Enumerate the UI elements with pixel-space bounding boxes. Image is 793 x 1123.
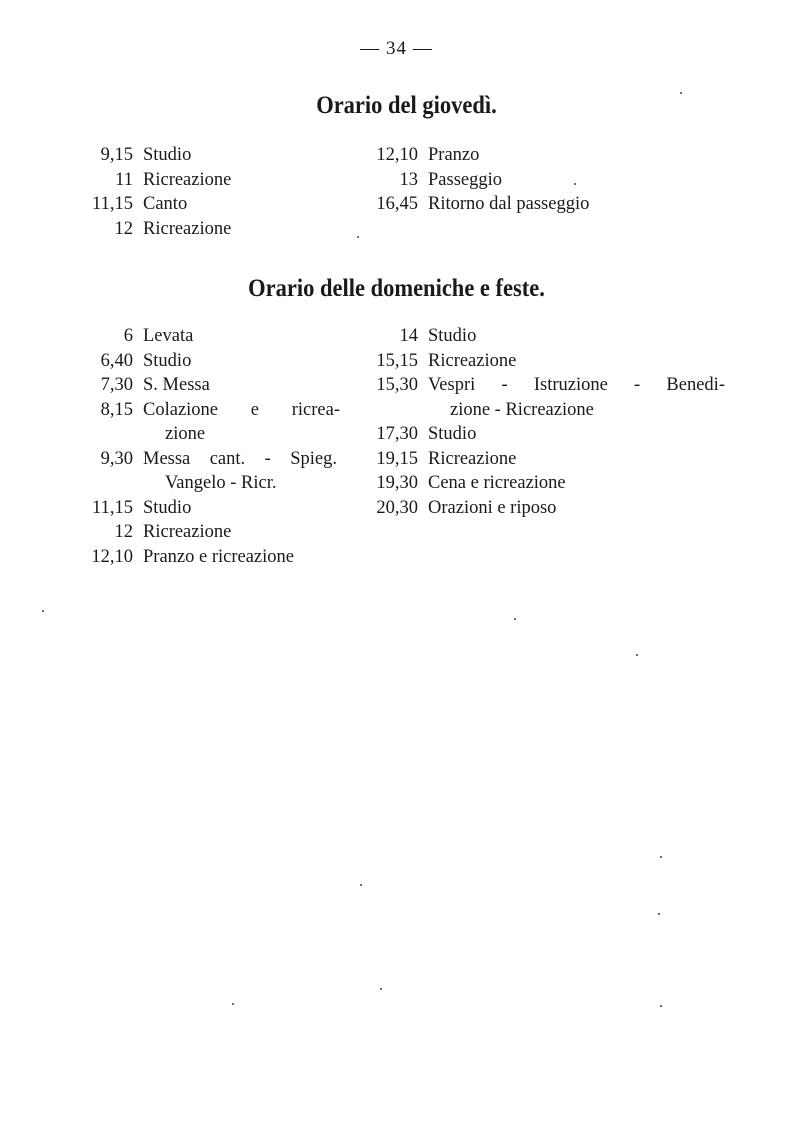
- schedule-time: 7,30: [100, 375, 133, 395]
- schedule-time: 6: [123, 326, 133, 346]
- schedule-time: 13: [399, 169, 418, 190]
- schedule-time: 16,45: [376, 194, 418, 214]
- schedule-activity: Ricreazione: [143, 522, 232, 542]
- schedule-time: 11: [115, 169, 133, 190]
- schedule-activity: S. Messa: [143, 375, 210, 395]
- schedule-activity: zione - Ricreazione: [450, 399, 594, 420]
- schedule-time: 14: [399, 326, 418, 346]
- schedule-activity: Cena e ricreazione: [428, 473, 566, 493]
- schedule-time: 17,30: [376, 424, 418, 444]
- section-title-thursday: Orario del giovedì.: [316, 92, 497, 119]
- schedule-time: 12,10: [91, 546, 133, 567]
- schedule-time: 6,40: [100, 350, 133, 371]
- schedule-activity: Levata: [143, 326, 194, 346]
- schedule-activity: Ricreazione: [428, 448, 517, 469]
- schedule-activity: Pranzo: [428, 145, 480, 165]
- schedule-time: 15,15: [376, 350, 418, 371]
- schedule-time: 9,15: [100, 145, 133, 165]
- schedule-activity: Studio: [143, 350, 192, 371]
- schedule-activity: Passeggio: [428, 169, 502, 190]
- schedule-activity: Ricreazione: [143, 218, 232, 239]
- schedule-activity: Pranzo e ricreazione: [143, 546, 294, 567]
- schedule-time: 12: [114, 218, 133, 239]
- schedule-activity: Studio: [428, 424, 477, 444]
- schedule-activity: Vangelo - Ricr.: [165, 473, 277, 493]
- schedule-time: 11,15: [92, 194, 133, 214]
- schedule-activity: Vespri - Istruzione - Benedi-: [428, 375, 725, 395]
- schedule-time: 12: [114, 522, 133, 542]
- schedule-activity: zione: [165, 424, 206, 444]
- schedule-time: 15,30: [376, 375, 418, 395]
- schedule-time: 11,15: [92, 497, 133, 518]
- schedule-time: 19,15: [376, 448, 418, 469]
- schedule-activity: Messa cant. - Spieg.: [143, 448, 337, 469]
- schedule-activity: Studio: [143, 145, 192, 165]
- schedule-activity: Ricreazione: [143, 169, 232, 190]
- schedule-activity: Studio: [428, 326, 477, 346]
- page-number: — 34 —: [360, 38, 433, 59]
- schedule-time: 8,15: [100, 399, 133, 420]
- section-title-sundays: Orario delle domeniche e feste.: [248, 275, 545, 302]
- schedule-time: 19,30: [376, 473, 418, 493]
- schedule-activity: Colazione e ricrea-: [143, 399, 340, 420]
- schedule-activity: Ricreazione: [428, 350, 517, 371]
- schedule-time: 9,30: [100, 448, 133, 469]
- schedule-time: 12,10: [376, 145, 418, 165]
- schedule-activity: Studio: [143, 497, 192, 518]
- schedule-activity: Canto: [143, 194, 188, 214]
- schedule-activity: Ritorno dal passeggio: [428, 194, 590, 214]
- schedule-activity: Orazioni e riposo: [428, 497, 557, 518]
- schedule-time: 20,30: [376, 497, 418, 518]
